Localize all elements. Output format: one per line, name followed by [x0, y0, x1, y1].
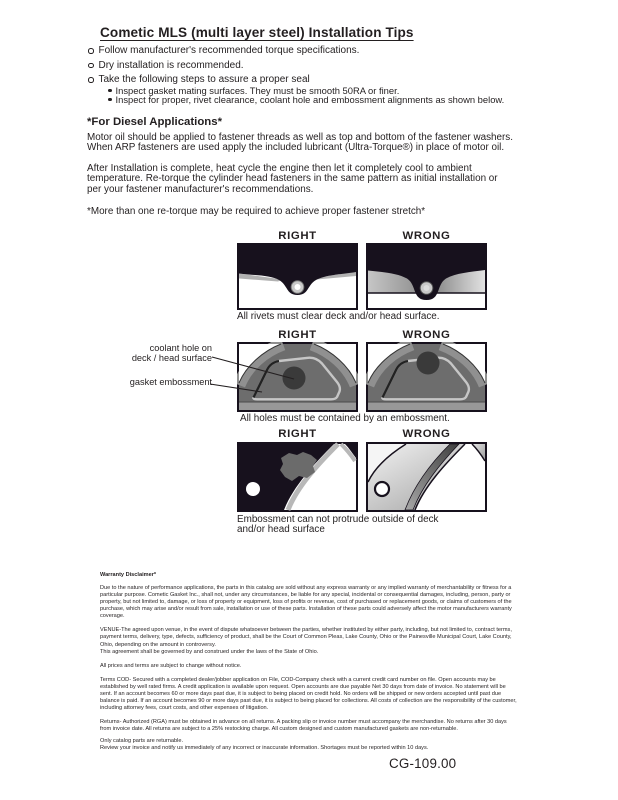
right-label: RIGHT [278, 230, 317, 242]
bullet-text: Follow manufacturer's recommended torque specifications. [98, 45, 360, 56]
warranty-disclaimer [100, 572, 517, 752]
paragraph-motor-oil: Motor oil should be applied to fastener threads as well as top and bottom of the fastener washers. When ARP fasteners are used apply the included lubricant (Ultra-Torque®) in place of motor oil. [87, 132, 513, 154]
dot-bullet-icon [108, 98, 112, 102]
row1-caption: All rivets must clear deck and/or head surface. [237, 311, 440, 322]
embossment-right-diagram [237, 442, 358, 512]
callout-leader-lines [208, 349, 300, 395]
callout-line: coolant hole on [149, 343, 212, 353]
disclaimer-paragraph: Returns- Authorized (RGA) must be obtained in advance on all returns. A packing slip or invoice number must accompany the merchandise. No returns after 30 days from invoice date. All returns are subject to a 25% restocking charge. All custom designed and custom manufactured gaskets are non-returnable. [100, 719, 507, 733]
disclaimer-heading: Warranty Disclaimer* [100, 572, 157, 578]
diesel-section-heading: *For Diesel Applications* [87, 116, 223, 128]
doc-code: CG-109.00 [389, 756, 457, 771]
coolant-hole-callout [92, 344, 212, 364]
disclaimer-paragraph: Due to the nature of performance applications, the parts in this catalog are sold without any express warranty or any implied warranty of merchantability or fitness for a particular purpose. Cometic Gasket Inc., shall not, under any circumstances, be liable for any special, incidental or consequential damages, including, person, party or property, but not limited to, damage, or loss of property or equipment, loss of profits or revenue, cost of purchased or replacement goods, or claims of customers of the purchase, which may arise and/or result from sale, installation or use of these parts. Installation of these parts could adversely affect the motor manufacturers warranty coverage. [100, 584, 512, 620]
caption-line: Embossment can not protrude outside of deck [237, 514, 439, 525]
list-item [88, 74, 310, 85]
list-item [88, 60, 244, 71]
bullet-text: Inspect gasket mating surfaces. They must be smooth 50RA or finer. [115, 84, 400, 96]
right-label: RIGHT [278, 428, 317, 440]
wrong-label: WRONG [402, 428, 451, 440]
disclaimer-paragraph: All prices and terms are subject to change without notice. [100, 662, 242, 669]
circle-bullet-icon [88, 48, 94, 54]
row3-caption [237, 515, 438, 536]
callout-line: deck / head surface [131, 352, 212, 363]
bullet-text: Dry installation is recommended. [98, 59, 244, 71]
row2-caption: All holes must be contained by an embossment. [240, 413, 450, 424]
list-item [88, 45, 359, 56]
coolant-hole-wrong-diagram [366, 342, 487, 412]
wrong-label: WRONG [402, 329, 451, 341]
rivet-clearance-right-diagram [237, 243, 358, 310]
bullet-text: Inspect for proper, rivet clearance, coolant hole and embossment alignments as shown below. [115, 93, 505, 105]
retorque-note: *More than one re-torque may be required to achieve proper fastener stretch* [87, 206, 426, 217]
paragraph-retorque: After Installation is complete, heat cycle the engine then let it completely cool to ambient temperature. Re-torque the cylinder head fasteners in the same pattern as initial installation or per your fastener manufacturer's recommendations. [87, 163, 498, 195]
circle-bullet-icon [88, 77, 94, 83]
page-title: Cometic MLS (multi layer steel) Installation Tips [100, 25, 414, 40]
rivet-clearance-wrong-diagram [366, 243, 487, 310]
disclaimer-paragraph: Only catalog parts are returnable. [100, 738, 184, 744]
right-label: RIGHT [278, 329, 317, 341]
list-item [108, 95, 504, 105]
disclaimer-paragraph: VENUE-The agreed upon venue, in the event of dispute whatsoever between the parties, whether instituted by either party, including, but not limited to, contract terms, payment terms, delivery, type, defects, sufficiency of product, shall be the Court of Common Pleas, Lake County, Ohio or the Painesville Municipal Court, Lake County, Ohio, depending on the amount in controversy. [100, 627, 512, 648]
disclaimer-paragraph: Review your invoice and notify us immediately of any incorrect or inaccurate information. Shortages must be reported within 10 days. [100, 745, 429, 752]
caption-line: and/or head surface [237, 524, 325, 536]
gasket-embossment-callout: gasket embossment [129, 377, 212, 387]
bullet-text: Take the following steps to assure a proper seal [98, 74, 310, 85]
embossment-wrong-diagram [366, 442, 487, 512]
wrong-label: WRONG [402, 230, 451, 242]
dot-bullet-icon [108, 89, 112, 93]
disclaimer-paragraph: This agreement shall be governed by and construed under the laws of the State of Ohio. [100, 648, 319, 655]
circle-bullet-icon [88, 63, 94, 69]
disclaimer-paragraph: Terms COD- Secured with a completed dealer/jobber application on File, COD-Company check with a current credit card number on file. Open accounts may be established by well rated firms. A credit application is available upon request. Open accounts are due payable Net 30 days from date of invoice. No statement will be sent. If an account becomes 60 or more days past due, it is subject to being placed on credit hold. No orders will be shipped or new orders accepted until past due balance is paid. If an account becomes 90 or more days past due, it is subject to being placed for collections. All costs of collection are the responsibility of the customer, including attorney fees, court costs, and other expenses of litigation. [100, 676, 517, 712]
